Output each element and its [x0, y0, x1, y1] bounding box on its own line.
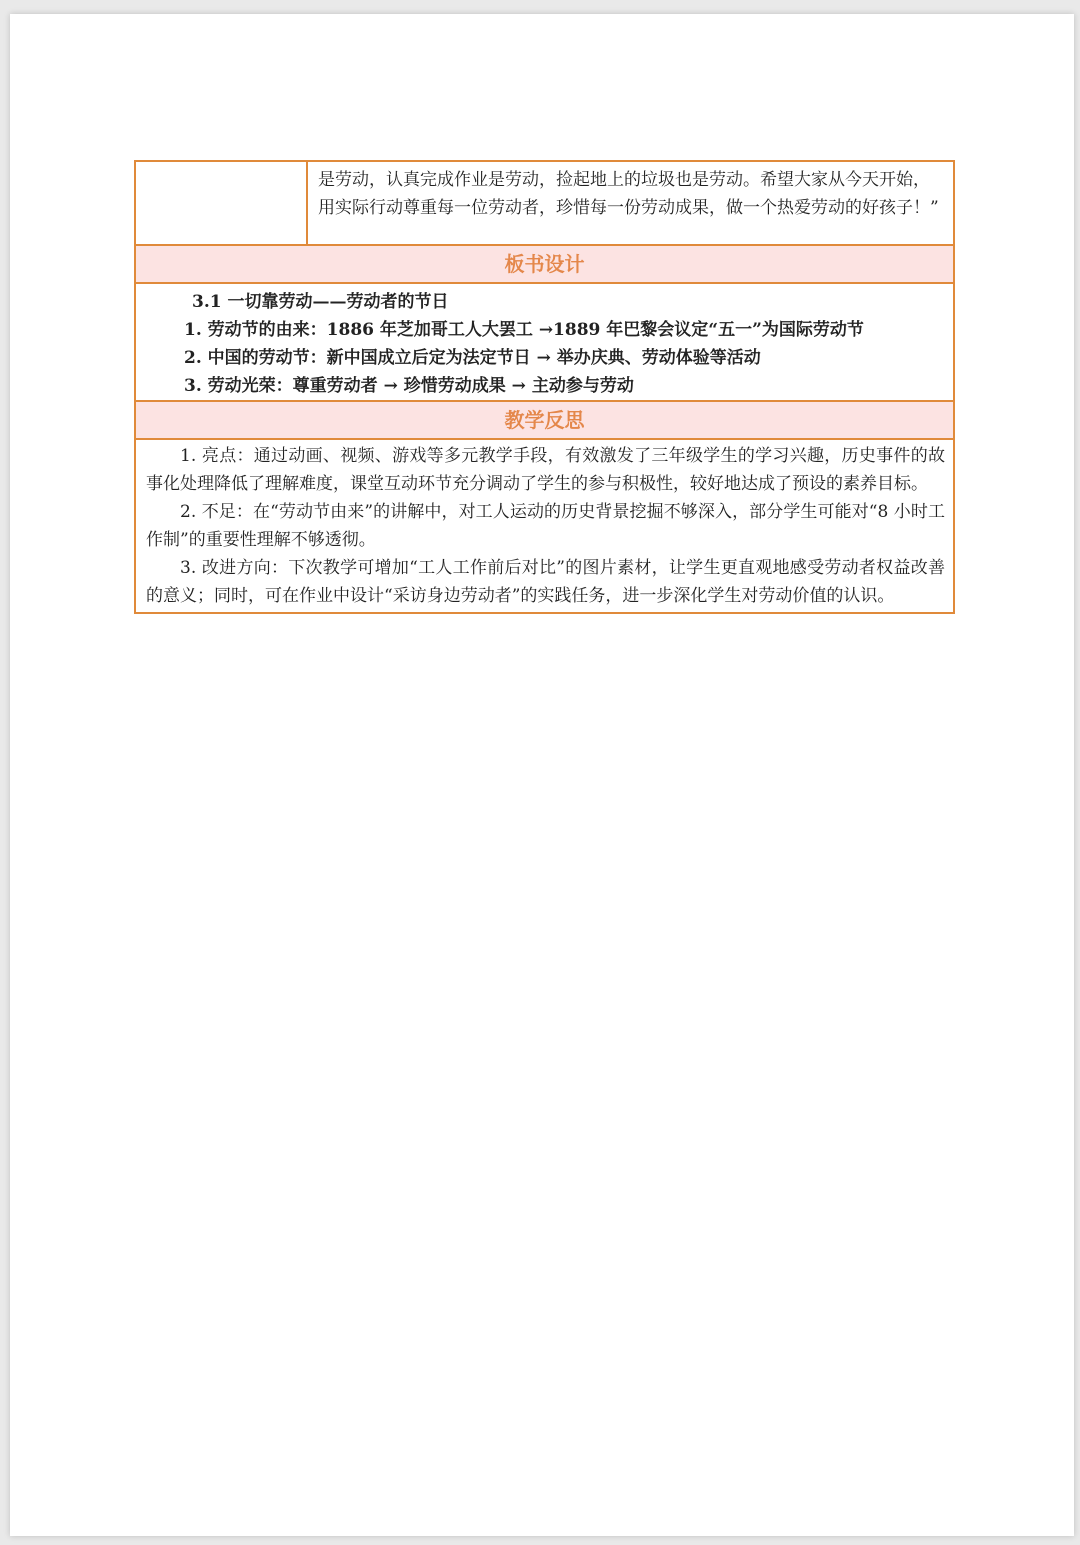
continuation-row	[135, 161, 954, 245]
reflection-content	[135, 439, 954, 613]
reflection-paragraph-2: 2. 不足：在“劳动节由来”的讲解中，对工人运动的历史背景挖掘不够深入，部分学生可能对“8 小时工作制”的重要性理解不够透彻。	[146, 502, 945, 550]
board-design-line-2: 2. 中国的劳动节：新中国成立后定为法定节日 → 举办庆典、劳动体验等活动	[184, 348, 761, 368]
reflection-header: 教学反思	[135, 401, 954, 439]
reflection-paragraph-3: 3. 改进方向：下次教学可增加“工人工作前后对比”的图片素材，让学生更直观地感受劳动者权益改善的意义；同时，可在作业中设计“采访身边劳动者”的实践任务，进一步深化学生对劳动价值的认识。	[146, 558, 945, 606]
lesson-plan-table	[134, 160, 955, 614]
board-design-title: 3.1 一切靠劳动——劳动者的节日	[192, 292, 449, 312]
board-design-header-row	[135, 245, 954, 283]
board-design-line-3: 3. 劳动光荣：尊重劳动者 → 珍惜劳动成果 → 主动参与劳动	[184, 376, 634, 396]
continuation-text: 是劳动，认真完成作业是劳动，捡起地上的垃圾也是劳动。希望大家从今天开始，用实际行动尊重每一位劳动者，珍惜每一份劳动成果，做一个热爱劳动的好孩子！”	[307, 161, 954, 245]
empty-label-cell	[135, 161, 307, 245]
reflection-row	[135, 439, 954, 613]
reflection-header-row	[135, 401, 954, 439]
board-design-header: 板书设计	[135, 245, 954, 283]
document-page	[10, 14, 1074, 1536]
board-design-line-1: 1. 劳动节的由来：1886 年芝加哥工人大罢工 →1889 年巴黎会议定“五一”为国际劳动节	[184, 320, 864, 340]
board-design-row	[135, 283, 954, 401]
board-design-content	[135, 283, 954, 401]
reflection-paragraph-1: 1. 亮点：通过动画、视频、游戏等多元教学手段，有效激发了三年级学生的学习兴趣，历史事件的故事化处理降低了理解难度，课堂互动环节充分调动了学生的参与积极性，较好地达成了预设的素养目标。	[146, 446, 945, 494]
